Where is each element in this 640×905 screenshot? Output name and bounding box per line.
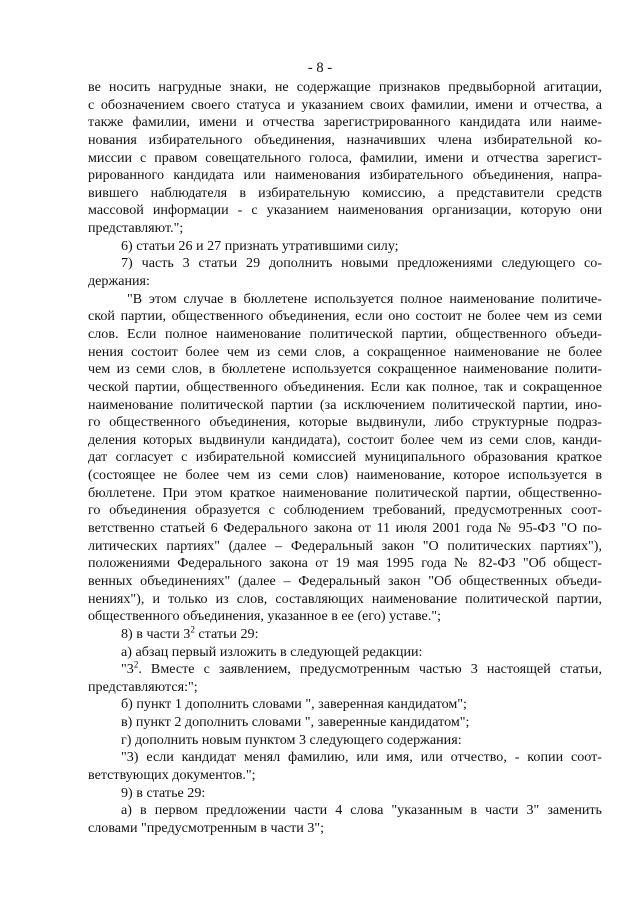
text-line (88, 485, 602, 503)
line-text: го общественного объединения, которые выдвинули, либо структурные подраз- (88, 414, 602, 431)
line-text: миссии с правом совещательного голоса, фамилии, имени и отчества зарегист- (88, 149, 602, 166)
text-line (88, 626, 602, 644)
line-text: "3) если кандидат менял фамилию, или имя, или отчество, - копии соот- (121, 749, 602, 766)
text-line (88, 185, 602, 203)
text-line (88, 308, 602, 326)
line-text: в) пункт 2 дополнить словами ", заверенные кандидатом"; (121, 714, 470, 731)
line-text-continued: . Вместе с заявлением, предусмотренным частью 3 настоящей статьи, (138, 661, 602, 678)
text-line (88, 379, 602, 397)
text-line (88, 520, 602, 538)
page-number: - 8 - (307, 60, 333, 76)
line-text: деления которых выдвинули кандидата), состоит более чем из семи слов, канди- (88, 431, 602, 448)
line-text: нения состоит более чем из семи слов, а сокращенное наименование не более (88, 343, 602, 360)
line-text: наименование политической партии (за исключением политической партии, ино- (88, 396, 602, 413)
text-line (88, 291, 602, 309)
line-text: также фамилии, имени и отчества зарегистрированного кандидата или наиме- (88, 114, 602, 131)
line-text: положениями Федерального закона от 19 мая 1995 года № 82-ФЗ "Об общест- (88, 555, 602, 572)
text-line (88, 714, 602, 732)
text-line (88, 432, 602, 450)
text-line (88, 661, 602, 679)
line-text: венных объединениях" (далее – Федеральный закон "Об общественных объеди- (88, 572, 602, 589)
text-line (88, 767, 602, 785)
text-line (88, 732, 602, 750)
line-text: вившего наблюдателя в избирательную комиссию, а представители средств (88, 184, 602, 201)
text-line (88, 449, 602, 467)
text-line (88, 202, 602, 220)
text-line (88, 361, 602, 379)
text-line (88, 132, 602, 150)
line-text: с обозначением своего статуса и указанием своих фамилии, имени и отчества, а (88, 96, 602, 113)
line-text: дат согласует с избирательной комиссией муниципального образования краткое (88, 449, 602, 466)
line-text: словами "предусмотренным в части 3"; (88, 819, 325, 836)
text-line (88, 150, 602, 168)
document-text (88, 79, 602, 838)
superscript: 2 (190, 625, 195, 635)
line-text: нования избирательного объединения, назначивших члена избирательной ко- (88, 131, 602, 148)
line-text: представляют."; (88, 220, 184, 237)
line-text-continued: статьи 29: (194, 625, 259, 642)
text-line (88, 467, 602, 485)
line-text: общественного объединения, указанное в ее (его) уставе."; (88, 608, 442, 625)
line-text: "В этом случае в бюллетене используется полное наименование политиче- (127, 290, 602, 307)
line-text: (состоящее не более чем из семи слов) наименование, которое используется в (88, 467, 602, 484)
text-line (88, 555, 602, 573)
text-line (88, 608, 602, 626)
text-line (88, 344, 602, 362)
text-line (88, 749, 602, 767)
line-text: ческой партии, общественного объединения. Если как полное, так и сокращенное (88, 378, 602, 395)
line-text: б) пункт 1 дополнить словами ", заверенная кандидатом"; (121, 696, 467, 713)
line-text: 6) статьи 26 и 27 признать утратившими силу; (121, 237, 399, 254)
line-text: чем из семи слов, в бюллетене используется сокращенное наименование полити- (88, 361, 602, 378)
text-line (88, 591, 602, 609)
line-text: слов. Если полное наименование политической партии, общественного объеди- (88, 325, 602, 342)
line-text: массовой информации - с указанием наименования организации, которую они (88, 202, 602, 219)
line-text: 9) в статье 29: (121, 784, 206, 801)
line-text: 8) в части 3 (121, 625, 191, 642)
line-text: ской партии, общественного объединения, если оно состоит не более чем из семи (88, 308, 602, 325)
text-line (88, 97, 602, 115)
line-text: нениях"), и только из слов, составляющих наименование политической партии, (88, 590, 602, 607)
superscript: 2 (133, 661, 139, 670)
text-line (88, 397, 602, 415)
text-line (88, 696, 602, 714)
text-line (88, 785, 602, 803)
line-text: литических партиях" (далее – Федеральный закон "О политических партиях"), (88, 537, 602, 554)
line-text: а) абзац первый изложить в следующей редакции: (121, 643, 423, 660)
text-line (88, 414, 602, 432)
line-text: ве носить нагрудные знаки, не содержащие признаков предвыборной агитации, (88, 79, 602, 95)
text-line (88, 220, 602, 238)
line-text: держания: (88, 273, 150, 290)
text-line (88, 679, 602, 697)
line-text: а) в первом предложении части 4 слова "указанным в части 3" заменить (121, 802, 602, 819)
text-line (88, 79, 602, 97)
line-text: представляются:"; (88, 678, 198, 695)
line-text: го объединения образуется с соблюдением требований, предусмотренных соот- (88, 502, 602, 519)
text-line (88, 644, 602, 662)
line-text: г) дополнить новым пунктом 3 следующего содержания: (121, 731, 462, 748)
line-text: 7) часть 3 статьи 29 дополнить новыми предложениями следующего со- (121, 255, 602, 272)
text-line (88, 114, 602, 132)
text-line (88, 238, 602, 256)
text-line (88, 326, 602, 344)
line-text: рированного кандидата или наименования избирательного объединения, напра- (88, 167, 602, 184)
text-line (88, 538, 602, 556)
text-line (88, 167, 602, 185)
line-text: бюллетене. При этом краткое наименование политической партии, общественно- (88, 484, 602, 501)
line-text: ветствующих документов."; (88, 766, 256, 783)
line-text: "3 (121, 661, 134, 678)
text-line (88, 273, 602, 291)
text-line (88, 820, 602, 838)
text-line (88, 802, 602, 820)
text-line (88, 255, 602, 273)
line-text: ветственно статьей 6 Федерального закона от 11 июля 2001 года № 95-ФЗ "О по- (88, 520, 602, 537)
text-line (88, 573, 602, 591)
text-line (88, 502, 602, 520)
